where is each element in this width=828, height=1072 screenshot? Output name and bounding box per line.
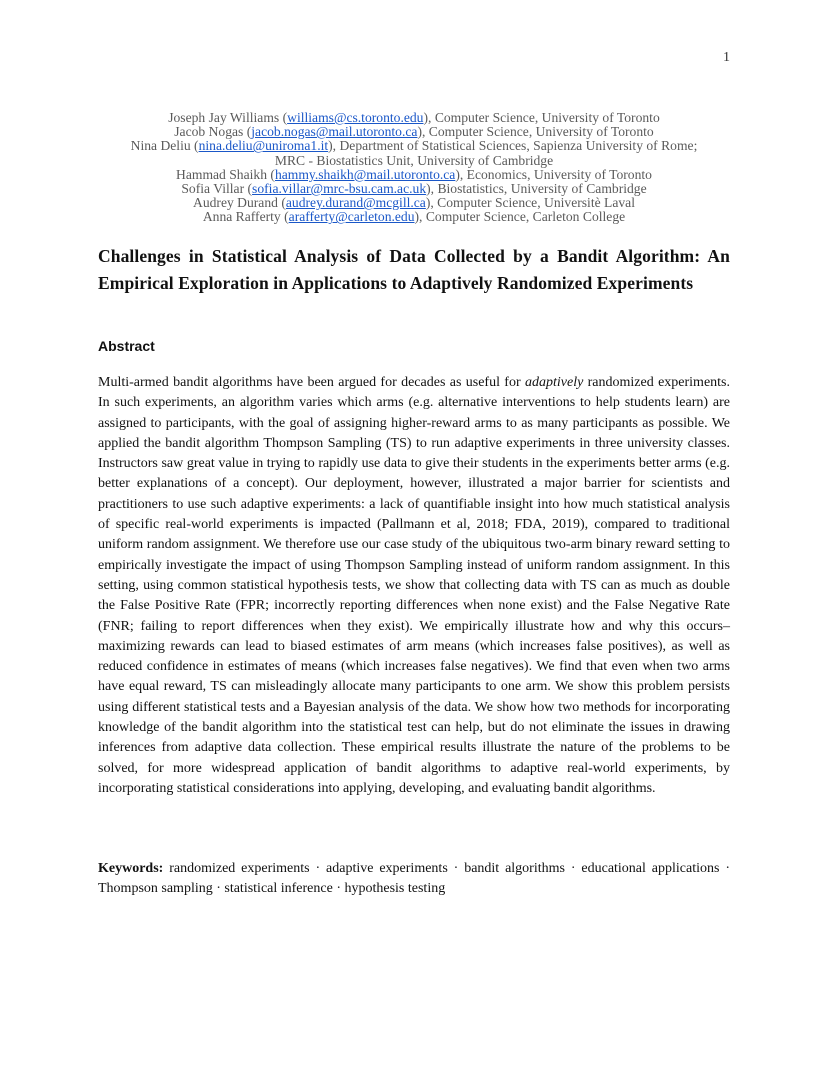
- author-email-link[interactable]: hammy.shaikh@mail.utoronto.ca: [274, 166, 456, 182]
- author-entry: Hammad Shaikh (hammy.shaikh@mail.utoronto.ca), Economics, University of Toronto: [176, 166, 652, 182]
- author-entry: Sofia Villar (sofia.villar@mrc-bsu.cam.ac.uk), Biostatistics, University of Cambridge: [181, 181, 647, 197]
- author-entry: Anna Rafferty (arafferty@carleton.edu), Computer Science, Carleton College: [202, 209, 626, 225]
- author-name: Jacob Nogas: [174, 124, 244, 140]
- author-affiliation: Computer Science, Carleton College: [425, 209, 626, 225]
- author-email-link[interactable]: sofia.villar@mrc-bsu.cam.ac.uk: [252, 181, 427, 197]
- author-entry: Jacob Nogas (jacob.nogas@mail.utoronto.ca), Computer Science, University of Toronto: [174, 124, 654, 140]
- author-entry: Nina Deliu (nina.deliu@uniroma1.it), Department of Statistical Sciences, Sapienza University of Rome;: [130, 138, 698, 154]
- keywords-label: Keywords:: [98, 861, 164, 876]
- abstract-heading: Abstract: [98, 338, 155, 354]
- abstract-text-rest: randomized experiments. In such experiments, an algorithm varies which arms (e.g. alternative interventions to help students learn) are assigned to participants, with the goal of assigning higher-reward arms to as many participants as possible. We applied the bandit algorithm Thompson Sampling (TS) to run adaptive experiments in three university classes. Instructors saw great value in trying to rapidly use data to give their students in the experiments better arms (e.g. better explanations of a concept). Our deployment, however, illustrated a major barrier for scientists and practitioners to use such adaptive experiments: a lack of quantifiable insight into how much statistical analysis of specific real-world experiments is impacted (Pallmann et al, 2018; FDA, 2019), compared to traditional uniform random assignment. We therefore use our case study of the ubiquitous two-arm binary reward setting to empirically investigate the impact of using Thompson Sampling instead of uniform random assignment. In this setting, using common statistical hypothesis tests, we show that collecting data with TS can as much as double the False Positive Rate (FPR; incorrectly reporting differences when none exist) and the False Negative Rate (FNR; failing to report differences when they exist). We empirically illustrate how and why this occurs–maximizing rewards can lead to biased estimates of arm means (which increases false positives), as well as reduced confidence in estimates of means (which increases false negatives). We find that even when two arms have equal reward, TS can misleadingly allocate many participants to one arm. We show this problem persists using different statistical tests and a Bayesian analysis of the data. We show how two methods for incorporating knowledge of the bandit algorithm into the statistical test can help, but do not eliminate the issues in drawing inferences from adaptive data collection. These empirical results illustrate the nature of the problems to be solved, for more widespread application of bandit algorithms to adaptive real-world experiments, by incorporating statistical considerations into applying, developing, and evaluating bandit algorithms.: [98, 375, 730, 796]
- author-affiliation: Computer Science, University of Toronto: [428, 124, 654, 140]
- author-entry: Joseph Jay Williams (williams@cs.toronto.edu), Computer Science, University of Toronto: [168, 110, 660, 125]
- author-email-link[interactable]: williams@cs.toronto.edu: [287, 110, 424, 125]
- author-affiliation: Biostatistics, University of Cambridge: [437, 181, 647, 197]
- author-affiliation: Economics, University of Toronto: [466, 166, 652, 182]
- author-name: Hammad Shaikh: [176, 166, 268, 182]
- author-email-link[interactable]: arafferty@carleton.edu: [288, 209, 415, 225]
- author-affiliation: Computer Science, Universitè Laval: [437, 195, 635, 211]
- author-email-link[interactable]: audrey.durand@mcgill.ca: [285, 195, 426, 211]
- author-entry: Audrey Durand (audrey.durand@mcgill.ca), Computer Science, Universitè Laval: [193, 195, 635, 211]
- keywords-list: randomized experiments · adaptive experiments · bandit algorithms · educational applications · Thompson sampling · statistical inference · hypothesis testing: [98, 861, 730, 897]
- keywords: [98, 859, 730, 900]
- author-name: Joseph Jay Williams: [168, 110, 280, 125]
- abstract-text-start: Multi-armed bandit algorithms have been argued for decades as useful for: [98, 375, 525, 390]
- author-affiliation: Computer Science, University of Toronto: [434, 110, 660, 125]
- author-name: Audrey Durand: [193, 195, 278, 211]
- author-email-link[interactable]: nina.deliu@uniroma1.it: [198, 138, 329, 154]
- author-name: Nina Deliu: [130, 138, 191, 154]
- page-number: 1: [723, 50, 730, 65]
- author-name: Anna Rafferty: [202, 209, 281, 225]
- abstract-emphasis: adaptively: [524, 375, 584, 390]
- author-name: Sofia Villar: [181, 181, 245, 197]
- abstract-text: [98, 373, 730, 799]
- author-email-link[interactable]: jacob.nogas@mail.utoronto.ca: [251, 124, 418, 140]
- author-affiliation-continued: MRC - Biostatistics Unit, University of Cambridge: [274, 152, 554, 168]
- paper-title: Challenges in Statistical Analysis of Data Collected by a Bandit Algorithm: An Empirical Exploration in Applications to Adaptively Randomized Experiments: [98, 246, 730, 293]
- author-affiliation: Department of Statistical Sciences, Sapienza University of Rome;: [339, 138, 698, 154]
- author-list: [60, 111, 768, 225]
